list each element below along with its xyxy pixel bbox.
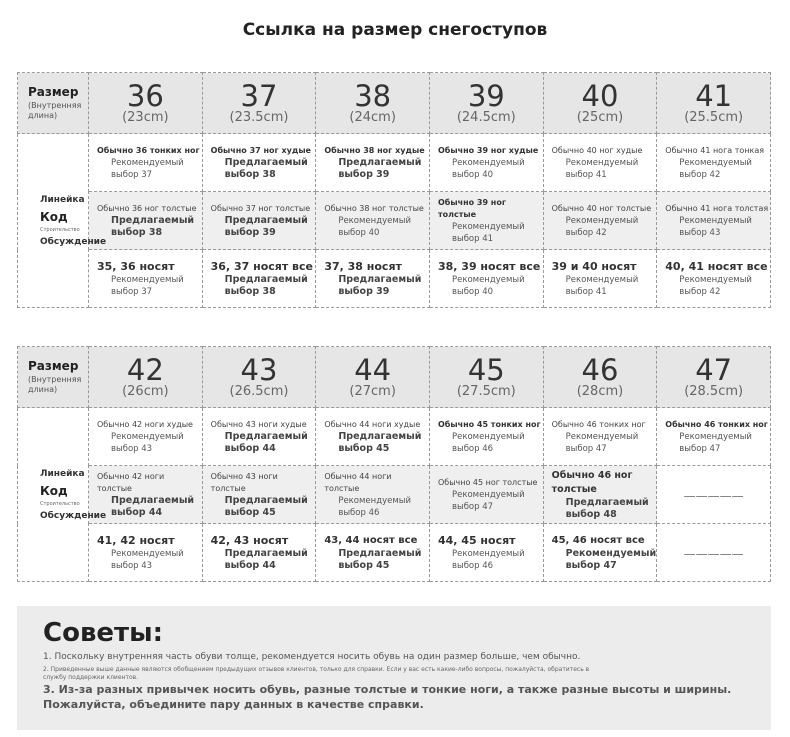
size-label: Размер — [28, 85, 79, 99]
rec-condition: 38, 39 носят все — [437, 259, 541, 273]
rec-choice: выбор 39 — [338, 168, 390, 180]
rec-cell — [202, 250, 316, 308]
rec-choice: выбор 40 — [451, 286, 494, 297]
rec-condition: Обычно 40 ног толстые — [551, 203, 652, 213]
rec-cell — [429, 524, 543, 582]
tiny-label: Строительство — [40, 226, 80, 233]
rec-cell — [543, 524, 657, 582]
tips-panel — [17, 606, 771, 730]
size-cm: (23.5cm) — [229, 110, 289, 125]
page-title: Ссылка на размер снегоступов — [242, 20, 548, 40]
size-cell — [89, 347, 203, 408]
rec-cell — [543, 134, 657, 192]
rec-cell — [429, 408, 543, 466]
rec-word: Предлагаемый — [338, 430, 422, 442]
rec-word: Рекомендуемый — [679, 157, 752, 168]
size-label: Размер — [28, 359, 79, 373]
size-number: 45 — [467, 353, 505, 387]
rec-choice: выбор 38 — [224, 168, 276, 180]
rec-choice: выбор 46 — [338, 507, 380, 518]
thick-feet-row — [18, 466, 771, 524]
row-legend — [18, 134, 107, 308]
rec-word: Рекомендуемый — [451, 489, 525, 500]
rec-condition: Обычно 40 ног худые — [551, 145, 643, 155]
tips-heading: Советы: — [43, 618, 164, 648]
rec-choice: выбор 38 — [111, 226, 163, 238]
rec-condition: Обычно 38 ног толстые — [324, 203, 424, 213]
size-number: 36 — [126, 79, 164, 113]
rec-cell — [89, 524, 203, 582]
rec-cell — [202, 466, 316, 524]
between-sizes-row — [18, 524, 771, 582]
size-number: 47 — [695, 353, 733, 387]
rec-word: Рекомендуемый — [111, 157, 184, 168]
thin-feet-row — [18, 134, 771, 192]
rec-word: Рекомендуемый — [565, 157, 639, 168]
rec-word: Рекомендуемый — [679, 431, 752, 442]
rec-condition: 41, 42 носят — [97, 533, 175, 547]
rec-word: Рекомендуемый — [565, 215, 639, 226]
rec-choice: выбор 48 — [565, 508, 617, 520]
rec-word: Предлагаемый — [338, 547, 422, 559]
rec-word: Предлагаемый — [338, 156, 422, 168]
rec-cell — [89, 250, 203, 308]
empty-cell — [657, 524, 771, 582]
size-row — [18, 73, 771, 134]
rec-word: Рекомендуемый — [451, 221, 525, 232]
rec-word: Предлагаемый — [224, 156, 308, 168]
rec-word: Предлагаемый — [224, 494, 308, 506]
rec-choice: выбор 42 — [679, 286, 721, 297]
rec-cell — [429, 134, 543, 192]
rec-word: Предлагаемый — [338, 273, 422, 285]
code-label: Код — [40, 209, 68, 224]
rec-cell — [202, 524, 316, 582]
size-row — [18, 347, 771, 408]
empty-dash: ————— — [683, 547, 744, 561]
between-sizes-row — [18, 250, 771, 308]
size-cell — [429, 73, 543, 134]
size-table-1 — [17, 72, 771, 308]
discussion-label: Обсуждение — [40, 236, 107, 247]
code-label: Код — [40, 483, 68, 498]
size-cell — [316, 347, 430, 408]
rec-choice: выбор 47 — [451, 501, 494, 512]
size-table-2 — [17, 346, 771, 582]
size-cm: (27.5cm) — [456, 384, 516, 399]
thick-feet-row — [18, 192, 771, 250]
rec-cell — [657, 192, 771, 250]
rec-choice: выбор 47 — [679, 443, 721, 454]
rec-word: Рекомендуемый — [111, 548, 184, 559]
rec-cell — [543, 408, 657, 466]
rec-cell — [657, 408, 771, 466]
size-cm: (26.5cm) — [229, 384, 289, 399]
rec-condition: Обычно 41 нога толстая — [665, 203, 769, 213]
rec-word: Рекомендуемый — [451, 431, 525, 442]
size-cm: (24.5cm) — [456, 110, 516, 125]
size-cell — [202, 347, 316, 408]
rec-condition: Обычно 45 ног толстые — [437, 477, 538, 487]
ruler-label: Линейка — [40, 468, 85, 479]
size-number: 43 — [240, 353, 278, 387]
rec-choice: выбор 42 — [679, 169, 721, 180]
rec-cell — [657, 250, 771, 308]
rec-choice: выбор 40 — [338, 227, 380, 238]
rec-cell — [316, 408, 430, 466]
rec-cell — [316, 466, 430, 524]
rec-word: Рекомендуемый — [111, 431, 184, 442]
size-cm: (28.5cm) — [684, 384, 744, 399]
row-legend — [18, 408, 107, 582]
rec-condition: 42, 43 носят — [210, 533, 289, 547]
rec-cell — [316, 192, 430, 250]
rec-choice: выбор 44 — [224, 442, 276, 454]
rec-condition: 40, 41 носят все — [665, 259, 768, 273]
size-cm: (28cm) — [576, 384, 624, 399]
size-cell — [429, 347, 543, 408]
rec-condition: Обычно 42 ноги худые — [97, 419, 193, 429]
rec-word: Предлагаемый — [224, 547, 308, 559]
rec-choice: выбор 46 — [451, 560, 494, 571]
rec-word: Рекомендуемый — [679, 274, 752, 285]
rec-word: Рекомендуемый — [679, 215, 752, 226]
rec-cell — [89, 134, 203, 192]
size-cm: (26cm) — [122, 384, 169, 399]
size-cm: (25.5cm) — [684, 110, 744, 125]
rec-condition: 36, 37 носят все — [210, 259, 313, 273]
size-label-cell — [18, 73, 89, 134]
rec-condition: Обычно 37 ног толстые — [210, 203, 311, 213]
rec-condition: Обычно 37 ног худые — [210, 145, 311, 155]
rec-condition: 44, 45 носят — [437, 533, 516, 547]
size-cm: (23cm) — [122, 110, 169, 125]
size-label-cell — [18, 347, 89, 408]
rec-choice: выбор 46 — [451, 443, 494, 454]
rec-choice: выбор 43 — [679, 227, 721, 238]
rec-cell — [202, 192, 316, 250]
inner-length-label: (Внутренняя длина) — [28, 375, 82, 394]
rec-word: Предлагаемый — [224, 214, 308, 226]
rec-condition: Обычно 36 тонких ног — [97, 145, 200, 155]
rec-cell — [543, 192, 657, 250]
tip-1: 1. Поскольку внутренняя часть обуви толще, рекомендуется носить обувь на один размер больше, чем обычно. — [43, 652, 581, 662]
rec-choice: выбор 39 — [224, 226, 276, 238]
rec-choice: выбор 37 — [111, 286, 153, 297]
rec-cell — [543, 250, 657, 308]
rec-choice: выбор 45 — [338, 559, 390, 571]
rec-word: Предлагаемый — [565, 496, 649, 508]
rec-condition: Обычно 46 тонких ног — [551, 419, 646, 429]
rec-word: Предлагаемый — [224, 430, 308, 442]
rec-condition: Обычно 46 тонких ног — [665, 419, 768, 429]
rec-word: Рекомендуемый — [451, 274, 525, 285]
rec-condition: 45, 46 носят все — [551, 534, 645, 546]
size-number: 41 — [695, 79, 733, 113]
rec-condition: 43, 44 носят все — [324, 534, 418, 546]
rec-word: Предлагаемый — [111, 214, 195, 226]
size-cell — [316, 73, 430, 134]
rec-choice: выбор 40 — [451, 169, 494, 180]
rec-word: Рекомендуемый — [338, 215, 411, 226]
size-number: 39 — [467, 79, 505, 113]
rec-condition: Обычно 41 нога тонкая — [665, 145, 765, 155]
empty-cell — [657, 466, 771, 524]
size-cell — [657, 73, 771, 134]
rec-choice: выбор 37 — [111, 169, 153, 180]
size-number: 37 — [240, 79, 278, 113]
rec-choice: выбор 47 — [565, 559, 617, 571]
rec-cell — [316, 524, 430, 582]
tip-3: 3. Из-за разных привычек носить обувь, разные толстые и тонкие ноги, а также разные высоты и ширины. Пожалуйста, объедините пару данных в качестве справки. — [43, 683, 732, 711]
rec-choice: выбор 45 — [224, 506, 276, 518]
thin-feet-row — [18, 408, 771, 466]
size-number: 38 — [354, 79, 392, 113]
rec-word: Рекомендуемый — [111, 274, 184, 285]
rec-condition: Обычно 44 ноги толстые — [324, 471, 392, 493]
inner-length-label: (Внутренняя длина) — [28, 101, 82, 120]
rec-condition: Обычно 36 ног толстые — [97, 203, 197, 213]
rec-word: Рекомендуемый — [565, 547, 657, 559]
rec-choice: выбор 47 — [565, 443, 607, 454]
rec-word: Рекомендуемый — [565, 431, 639, 442]
rec-cell — [316, 134, 430, 192]
rec-condition: 37, 38 носят — [324, 259, 402, 273]
discussion-label: Обсуждение — [40, 510, 107, 521]
rec-choice: выбор 44 — [224, 559, 276, 571]
rec-choice: выбор 43 — [111, 560, 153, 571]
rec-choice: выбор 42 — [565, 227, 607, 238]
ruler-label: Линейка — [40, 194, 85, 205]
rec-condition: Обычно 45 тонких ног — [437, 419, 541, 429]
rec-word: Предлагаемый — [111, 494, 195, 506]
empty-dash: ————— — [683, 489, 744, 503]
rec-condition: Обычно 43 ноги худые — [210, 419, 307, 429]
rec-cell — [429, 192, 543, 250]
size-cell — [543, 347, 657, 408]
tiny-label: Строительство — [40, 500, 80, 507]
size-number: 40 — [581, 79, 619, 113]
rec-condition: Обычно 46 ног толстые — [551, 469, 633, 495]
size-cell — [657, 347, 771, 408]
rec-cell — [429, 466, 543, 524]
rec-word: Рекомендуемый — [451, 548, 525, 559]
rec-choice: выбор 38 — [224, 285, 276, 297]
rec-word: Рекомендуемый — [565, 274, 639, 285]
size-cm: (25cm) — [576, 110, 624, 125]
size-cell — [543, 73, 657, 134]
rec-choice: выбор 45 — [338, 442, 390, 454]
rec-choice: выбор 41 — [451, 233, 494, 244]
tip-2: 2. Приведенные выше данные являются обобщением предыдущих отзывов клиентов, только для справки. Если у вас есть какие-либо вопросы, пожалуйста, обратитесь в службу поддержки клиентов. — [43, 666, 590, 681]
rec-cell — [202, 134, 316, 192]
rec-word: Рекомендуемый — [338, 495, 411, 506]
size-cell — [89, 73, 203, 134]
size-number: 46 — [581, 353, 619, 387]
rec-word: Предлагаемый — [224, 273, 308, 285]
rec-choice: выбор 41 — [565, 169, 607, 180]
rec-cell — [657, 134, 771, 192]
rec-choice: выбор 39 — [338, 285, 390, 297]
size-cell — [202, 73, 316, 134]
size-number: 44 — [354, 353, 392, 387]
size-cm: (27cm) — [349, 384, 396, 399]
rec-cell — [202, 408, 316, 466]
rec-cell — [429, 250, 543, 308]
rec-choice: выбор 43 — [111, 443, 153, 454]
rec-choice: выбор 41 — [565, 286, 607, 297]
rec-cell — [316, 250, 430, 308]
rec-condition: Обычно 42 ноги толстые — [97, 471, 165, 493]
size-number: 42 — [126, 353, 164, 387]
rec-condition: Обычно 38 ног худые — [324, 145, 425, 155]
size-cm: (24cm) — [349, 110, 396, 125]
rec-condition: 35, 36 носят — [97, 259, 175, 273]
rec-condition: 39 и 40 носят — [551, 259, 637, 273]
rec-cell — [543, 466, 657, 524]
rec-word: Рекомендуемый — [451, 157, 525, 168]
rec-condition: Обычно 39 ног толстые — [437, 197, 507, 219]
rec-choice: выбор 44 — [111, 506, 163, 518]
rec-condition: Обычно 44 ноги худые — [324, 419, 421, 429]
rec-cell — [89, 408, 203, 466]
rec-condition: Обычно 43 ноги толстые — [210, 471, 278, 493]
rec-condition: Обычно 39 ног худые — [437, 145, 539, 155]
